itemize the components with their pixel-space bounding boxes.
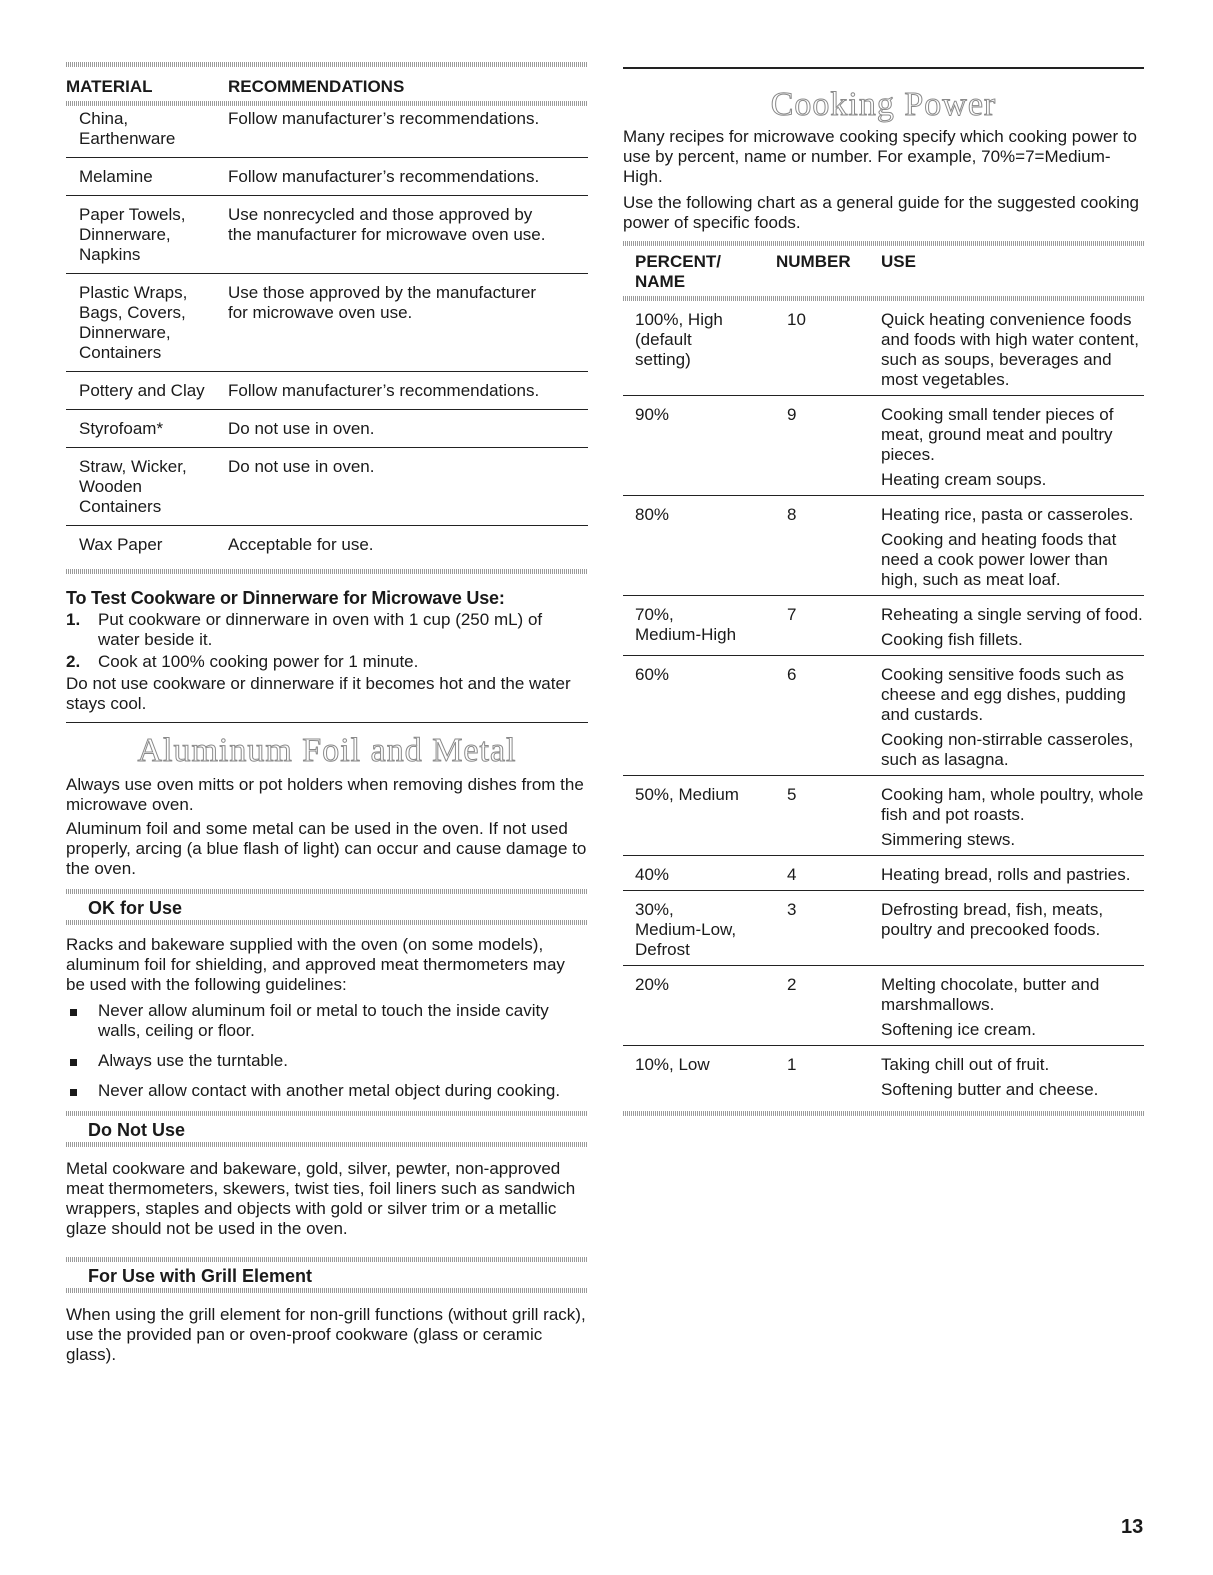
recommendation-cell: Follow manufacturer’s recommendations. — [228, 381, 540, 400]
grill-element-title: For Use with Grill Element — [88, 1266, 313, 1286]
use-text: Cooking small tender pieces of meat, ground meat and poultry pieces. — [881, 405, 1114, 464]
use-text: Simmering stews. — [881, 830, 1016, 849]
use-text: Softening butter and cheese. — [881, 1080, 1099, 1099]
aluminum-paragraph-1: Always use oven mitts or pot holders when removing dishes from the microwave oven. — [66, 775, 584, 814]
table-row — [66, 416, 588, 448]
use-text: Heating bread, rolls and pastries. — [881, 865, 1131, 884]
table-row — [66, 454, 588, 526]
bullet-icon — [66, 1001, 98, 1041]
table-row — [66, 532, 588, 563]
use-text: Softening ice cream. — [881, 1020, 1036, 1039]
do-not-use-title: Do Not Use — [88, 1120, 186, 1140]
table-row — [623, 602, 1144, 656]
table-row — [66, 164, 588, 196]
number-cell: 1 — [787, 1055, 797, 1074]
use-text: Cooking ham, whole poultry, whole fish and pot roasts. — [881, 785, 1144, 824]
step-text: Cook at 100% cooking power for 1 minute. — [98, 652, 419, 671]
number-cell: 6 — [787, 665, 797, 684]
use-text: Taking chill out of fruit. — [881, 1055, 1050, 1074]
material-cell: Plastic Wraps, Bags, Covers, Dinnerware, Containers — [79, 283, 188, 362]
recommendation-cell: Follow manufacturer’s recommendations. — [228, 167, 540, 186]
use-header: USE — [881, 252, 916, 271]
test-note: Do not use cookware or dinnerware if it becomes hot and the water stays cool. — [66, 674, 571, 713]
header-rule — [623, 296, 1144, 301]
percent-cell: 90% — [635, 405, 670, 424]
table-row — [623, 402, 1144, 496]
table-row — [623, 662, 1144, 776]
recommendation-cell: Acceptable for use. — [228, 535, 374, 554]
number-cell: 8 — [787, 505, 797, 524]
material-cell: China, Earthenware — [79, 109, 176, 148]
table-row — [623, 502, 1144, 596]
material-cell: Paper Towels, Dinnerware, Napkins — [79, 205, 186, 264]
test-steps — [66, 610, 588, 672]
number-cell: 5 — [787, 785, 797, 804]
use-cell — [881, 785, 1144, 850]
number-cell: 4 — [787, 865, 797, 884]
use-cell — [881, 605, 1144, 650]
bullet-text: Always use the turntable. — [98, 1051, 288, 1070]
recommendation-cell: Do not use in oven. — [228, 419, 375, 438]
subsection-rule — [66, 920, 588, 925]
step-text: Put cookware or dinnerware in oven with 1 cup (250 mL) of water beside it. — [98, 610, 543, 649]
number-cell: 7 — [787, 605, 797, 624]
use-text: Reheating a single serving of food. — [881, 605, 1143, 624]
page-number: 13 — [1121, 1516, 1144, 1538]
do-not-use-text: Metal cookware and bakeware, gold, silver, pewter, non-approved meat thermometers, skewers, twist ties, foil liners such as sandwich wrappers, staples and objects with gold or silver trim or a metallic glaze should not be used in the oven. — [66, 1159, 576, 1238]
list-item — [66, 610, 588, 650]
power-table-body — [623, 307, 1144, 1105]
use-text: Cooking non-stirrable casseroles, such as lasagna. — [881, 730, 1134, 769]
right-column — [623, 62, 1144, 1116]
section-rule — [66, 722, 588, 723]
use-text: Cooking and heating foods that need a cook power lower than high, such as meat loaf. — [881, 530, 1117, 589]
ok-for-use-title: OK for Use — [88, 898, 183, 918]
use-cell — [881, 665, 1144, 770]
recommendation-cell: Follow manufacturer’s recommendations. — [228, 109, 540, 128]
material-cell: Styrofoam* — [79, 419, 164, 438]
bullet-text: Never allow contact with another metal object during cooking. — [98, 1081, 561, 1100]
use-cell — [881, 865, 1144, 885]
use-text: Defrosting bread, fish, meats, poultry and precooked foods. — [881, 900, 1104, 939]
section-rule — [623, 67, 1144, 69]
percent-cell: 10%, Low — [635, 1055, 710, 1074]
materials-table-body — [66, 106, 588, 563]
bullet-icon — [66, 1051, 98, 1071]
recommendation-cell: Use nonrecycled and those approved by the manufacturer for microwave oven use. — [228, 205, 546, 244]
cooking-power-title: Cooking Power — [770, 86, 997, 123]
left-column — [66, 62, 588, 1369]
table-row — [66, 106, 588, 158]
material-header: MATERIAL — [66, 77, 153, 96]
bullet-text: Never allow aluminum foil or metal to touch the inside cavity walls, ceiling or floor. — [98, 1001, 549, 1040]
recommendations-header: RECOMMENDATIONS — [228, 77, 405, 96]
material-cell: Melamine — [79, 167, 153, 186]
cooking-power-paragraph-1: Many recipes for microwave cooking specify which cooking power to use by percent, name or number. For example, 70%=7=Medium-High. — [623, 127, 1138, 186]
grill-element-text: When using the grill element for non-grill functions (without grill rack), use the provided pan or oven-proof cookware (glass or ceramic glass). — [66, 1305, 586, 1364]
step-number: 1. — [66, 610, 81, 629]
use-text: Heating cream soups. — [881, 470, 1047, 489]
use-cell — [881, 405, 1144, 490]
use-text: Cooking sensitive foods such as cheese and egg dishes, pudding and custards. — [881, 665, 1126, 724]
test-cookware-title: To Test Cookware or Dinnerware for Microwave Use: — [66, 588, 505, 608]
bullet-icon — [66, 1081, 98, 1101]
use-cell — [881, 310, 1144, 390]
percent-cell: 40% — [635, 865, 670, 884]
use-cell — [881, 1055, 1144, 1100]
aluminum-paragraph-2: Aluminum foil and some metal can be used in the oven. If not used properly, arcing (a blue flash of light) can occur and cause damage to the oven. — [66, 819, 587, 878]
table-row — [623, 862, 1144, 891]
percent-cell: 100%, High (default setting) — [635, 310, 723, 369]
table-row — [66, 378, 588, 410]
subsection-rule — [66, 1142, 588, 1147]
list-item — [66, 1051, 588, 1071]
table-bottom-rule — [66, 569, 588, 574]
number-cell: 2 — [787, 975, 797, 994]
use-text: Melting chocolate, butter and marshmallows. — [881, 975, 1100, 1014]
step-number: 2. — [66, 652, 81, 671]
table-row — [623, 897, 1144, 966]
material-cell: Wax Paper — [79, 535, 163, 554]
table-row — [623, 1052, 1144, 1105]
table-bottom-rule — [623, 1111, 1144, 1116]
material-cell: Pottery and Clay — [79, 381, 205, 400]
number-header: NUMBER — [776, 252, 851, 271]
table-row — [623, 782, 1144, 856]
table-row — [66, 280, 588, 372]
aluminum-section-title: Aluminum Foil and Metal — [137, 732, 517, 769]
recommendation-cell: Do not use in oven. — [228, 457, 375, 476]
use-text: Heating rice, pasta or casseroles. — [881, 505, 1134, 524]
list-item — [66, 1001, 588, 1041]
ok-for-use-list — [66, 1001, 588, 1101]
materials-table-header — [66, 67, 588, 101]
recommendation-cell: Use those approved by the manufacturer for microwave oven use. — [228, 283, 537, 322]
use-cell — [881, 975, 1144, 1040]
power-table-header — [623, 246, 1144, 296]
percent-cell: 20% — [635, 975, 670, 994]
percent-cell: 30%, Medium-Low, Defrost — [635, 900, 737, 959]
percent-name-header: PERCENT/ NAME — [635, 252, 721, 291]
number-cell: 9 — [787, 405, 797, 424]
material-cell: Straw, Wicker, Wooden Containers — [79, 457, 187, 516]
use-text: Quick heating convenience foods and foods with high water content, such as soups, beverages and most vegetables. — [881, 310, 1139, 389]
subsection-rule — [66, 1288, 588, 1293]
list-item — [66, 652, 588, 672]
percent-cell: 70%, Medium-High — [635, 605, 737, 644]
table-row — [66, 202, 588, 274]
use-text: Cooking fish fillets. — [881, 630, 1023, 649]
number-cell: 3 — [787, 900, 797, 919]
cooking-power-paragraph-2: Use the following chart as a general guide for the suggested cooking power of specific foods. — [623, 193, 1139, 232]
use-cell — [881, 505, 1144, 590]
list-item — [66, 1081, 588, 1101]
percent-cell: 60% — [635, 665, 670, 684]
percent-cell: 50%, Medium — [635, 785, 739, 804]
ok-for-use-intro: Racks and bakeware supplied with the oven (on some models), aluminum foil for shielding, and approved meat thermometers may be used with the following guidelines: — [66, 935, 565, 994]
table-row — [623, 972, 1144, 1046]
percent-cell: 80% — [635, 505, 670, 524]
use-cell — [881, 900, 1144, 960]
number-cell: 10 — [787, 310, 806, 329]
table-row — [623, 307, 1144, 396]
